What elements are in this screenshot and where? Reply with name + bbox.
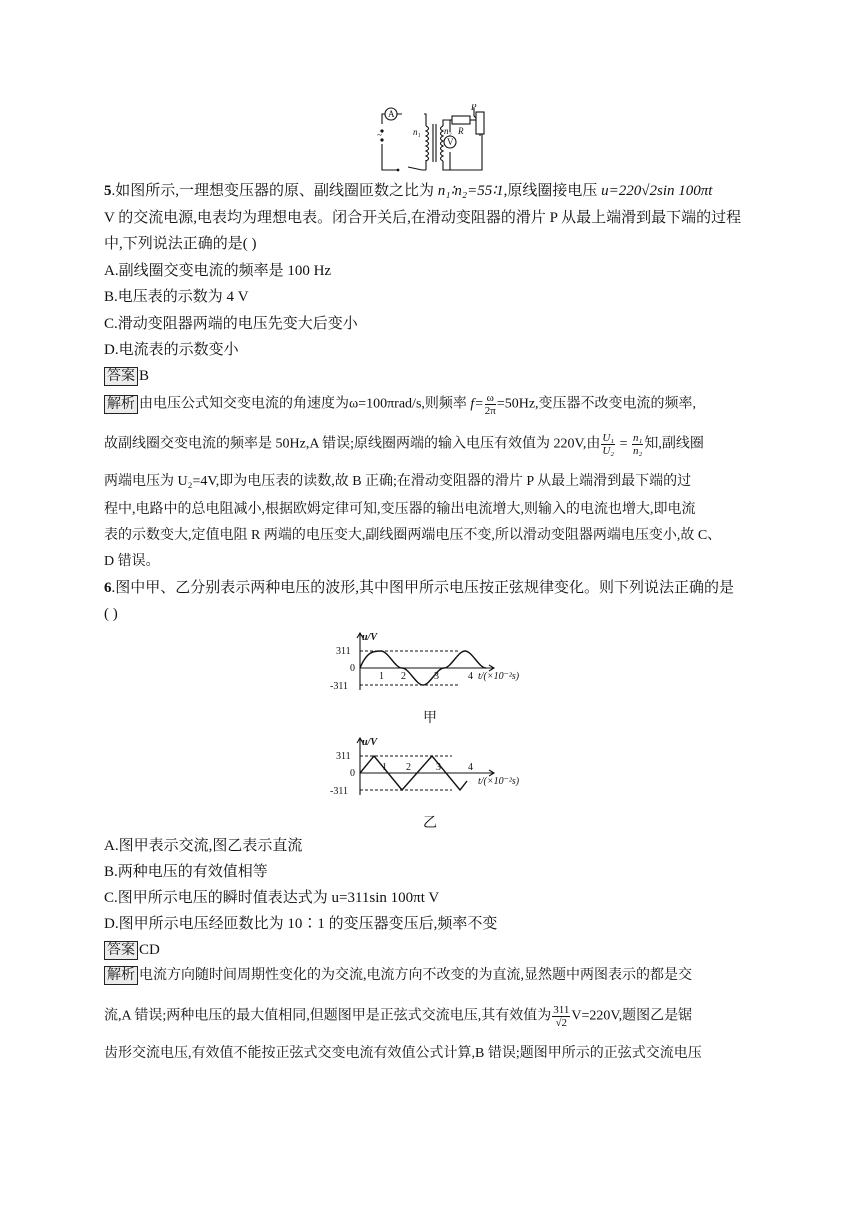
- q6-analysis-line-2: 流,A 错误;两种电压的最大值相同,但题图甲是正弦式交流电压,其有效值为 $\frac{311}{√2}$ V=220V,题图乙是锯: [104, 1004, 693, 1029]
- resistor-label: R: [458, 126, 464, 136]
- graph-jia-caption: 甲: [423, 711, 437, 726]
- graph-yi-sawtooth-wave: [322, 735, 536, 799]
- graph-yi-ytick-max: 311: [336, 751, 351, 762]
- graph-jia-sine-wave: [322, 630, 536, 694]
- answer-label: 答案: [104, 941, 138, 960]
- voltmeter-label: V: [447, 137, 454, 147]
- graph-jia-xtick-2: 2: [401, 671, 406, 682]
- question-number: 6: [104, 580, 112, 596]
- graph-yi-xtick-3: 3: [436, 762, 441, 773]
- q6-stem-line-2: ( ): [104, 606, 118, 622]
- graph-yi-ytick-min: -311: [330, 786, 348, 797]
- q5-analysis-line-6: D 错误。: [104, 554, 160, 569]
- q5-analysis-line-4: 程中,电路中的总电阻减小,根据欧姆定律可知,变压器的输出电流增大,则输入的电流也增大,即电流: [104, 502, 696, 517]
- graph-yi-xtick-4: 4: [468, 762, 473, 773]
- q5-analysis-line-3: 两端电压为 U₂=4V,即为电压表的读数,故 B 正确;在滑动变阻器的滑片 P 从最上端滑到最下端的过: [104, 474, 692, 489]
- voltage-expression: u=220√2sin 100πt: [601, 183, 713, 199]
- q5-option-a: A.副线圈交变电流的频率是 100 Hz: [104, 263, 332, 279]
- turns-ratio: n₁∶n₂=55∶1: [437, 183, 504, 199]
- voltage-ratio-fraction: $\frac{\text{U₁}}{\text{U₂}}$: [602, 432, 615, 457]
- q5-analysis-line-1: 解析 由电压公式知交变电流的角速度为ω=100πrad/s,则频率 f= $\frac{\omega}{2\pi}$ =50Hz,变压器不改变电流的频率,: [104, 392, 696, 417]
- primary-turns-label: n₁: [413, 127, 421, 137]
- slider-label: P: [471, 104, 477, 112]
- graph-jia-xlabel: t/(×10⁻²s): [478, 671, 520, 682]
- graph-jia-xtick-1: 1: [379, 671, 384, 682]
- q5-analysis-line-2: 故副线圈交变电流的频率是 50Hz,A 错误;原线圈两端的输入电压有效值为 220V,由 $\frac{\text{U₁}}{\text{U₂}}$ = $\frac{\text{n₁}}{\text{n₂}}$ 知,副线圈: [104, 432, 704, 457]
- graph-jia-ytick-min: -311: [330, 681, 348, 692]
- transformer-circuit-figure: [370, 104, 494, 178]
- frequency-fraction: $\frac{\omega}{2\pi}$: [484, 392, 496, 417]
- secondary-turns-label: n₂: [444, 126, 452, 136]
- q5-analysis-line-5: 表的示数变大,定值电阻 R 两端的电压变大,副线圈两端电压不变,所以滑动变阻器两端电压变小,故 C、: [104, 528, 722, 543]
- graph-yi-xtick-1: 1: [382, 762, 387, 773]
- q5-stem-line-1: 5.如图所示,一理想变压器的原、副线圈匝数之比为 n₁∶n₂=55∶1,原线圈接电压 u=220√2sin 100πt: [104, 183, 713, 199]
- graph-yi-ytick-zero: 0: [350, 768, 355, 779]
- switch-icon: [397, 169, 400, 172]
- analysis-label: 解析: [104, 966, 138, 985]
- q5-option-c: C.滑动变阻器两端的电压先变大后变小: [104, 316, 358, 332]
- q6-answer: [104, 940, 160, 960]
- graph-jia-xtick-4: 4: [468, 671, 473, 682]
- turns-ratio-fraction: $\frac{\text{n₁}}{\text{n₂}}$: [633, 432, 643, 457]
- ammeter-label: A: [388, 109, 395, 119]
- q5-stem-line-2: V 的交流电源,电表均为理想电表。闭合开关后,在滑动变阻器的滑片 P 从最上端滑到最下端的过程: [104, 210, 742, 226]
- graph-jia-xtick-3: 3: [434, 671, 439, 682]
- q6-analysis-line-3: 齿形交流电压,有效值不能按正弦式交变电流有效值公式计算,B 错误;题图甲所示的正弦式交流电压: [104, 1046, 702, 1061]
- q6-option-d: D.图甲所示电压经匝数比为 10∶1 的变压器变压后,频率不变: [104, 916, 498, 932]
- q5-answer: [104, 366, 149, 386]
- q6-analysis-line-1: 解析 电流方向随时间周期性变化的为交流,电流方向不改变的为直流,显然题中两图表示的都是交: [104, 966, 692, 986]
- q5-option-d: D.电流表的示数变小: [104, 342, 239, 358]
- q5-option-b: B.电压表的示数为 4 V: [104, 289, 249, 305]
- q6-stem-line-1: 6.图中甲、乙分别表示两种电压的波形,其中图甲所示电压按正弦规律变化。则下列说法正确的是: [104, 580, 735, 596]
- answer-value: CD: [139, 942, 160, 958]
- analysis-label: 解析: [104, 395, 138, 414]
- graph-jia-ytick-max: 311: [336, 646, 351, 657]
- graph-yi-ylabel: u/V: [362, 737, 378, 748]
- ac-source-symbol: ~: [377, 130, 382, 140]
- answer-value: B: [139, 368, 150, 384]
- q5-stem-line-3: 中,下列说法正确的是( ): [104, 236, 257, 252]
- q6-option-a: A.图甲表示交流,图乙表示直流: [104, 838, 303, 854]
- q6-option-c: C.图甲所示电压的瞬时值表达式为 u=311sin 100πt V: [104, 890, 440, 906]
- rms-fraction: $\frac{311}{√2}$: [553, 1004, 570, 1029]
- graph-yi-xlabel: t/(×10⁻²s): [478, 776, 520, 787]
- answer-label: 答案: [104, 367, 138, 386]
- graph-yi-caption: 乙: [423, 816, 437, 831]
- question-number: 5: [104, 183, 112, 199]
- q6-option-b: B.两种电压的有效值相等: [104, 864, 268, 880]
- graph-jia-ytick-zero: 0: [350, 663, 355, 674]
- graph-jia-ylabel: u/V: [362, 632, 378, 643]
- graph-yi-xtick-2: 2: [406, 762, 411, 773]
